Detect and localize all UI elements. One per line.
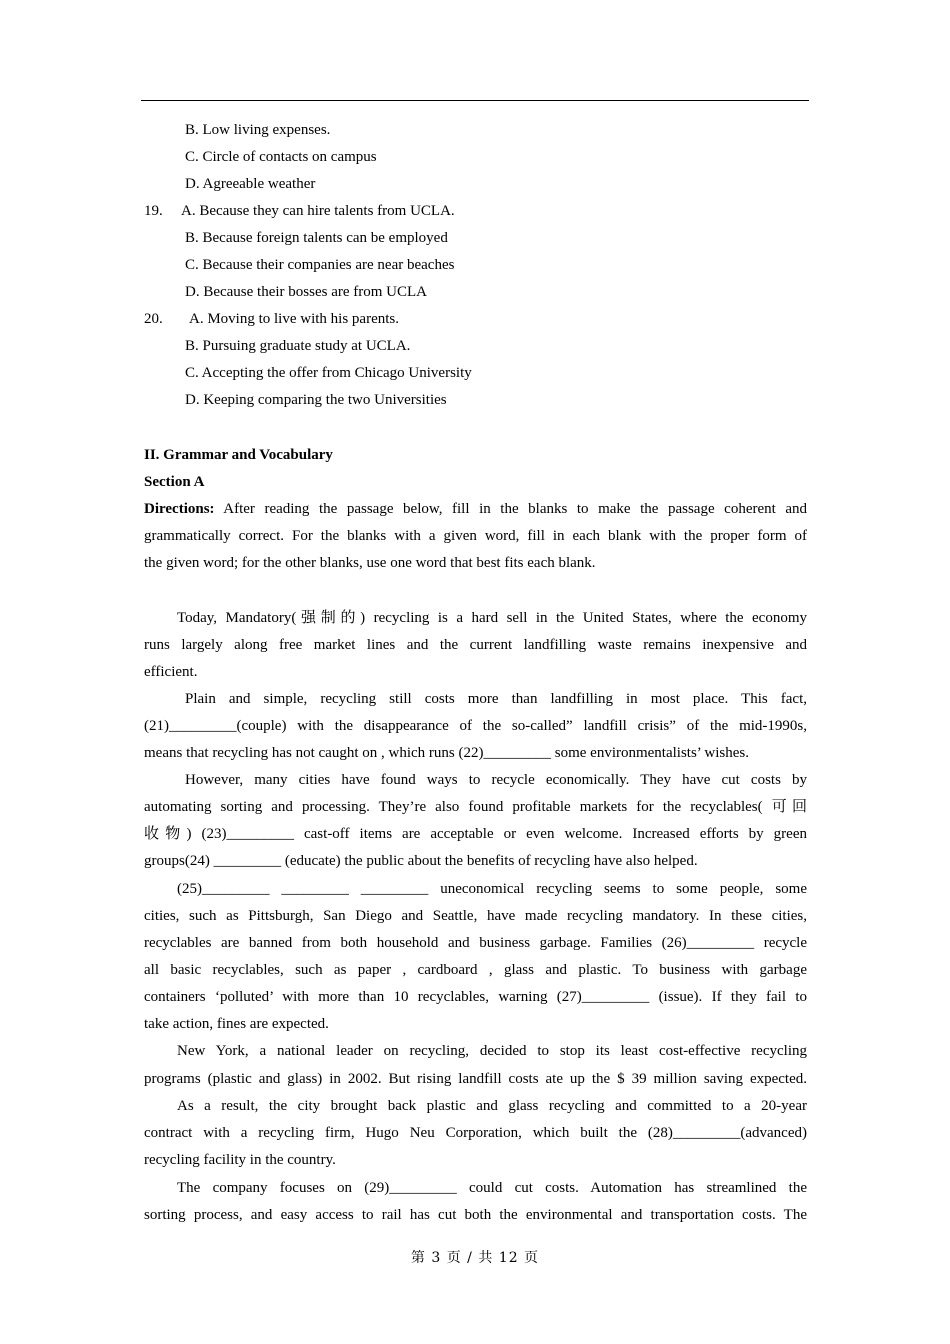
option-19-a: A. Because they can hire talents from UCLA. (181, 203, 455, 219)
option-20-b: B. Pursuing graduate study at UCLA. (185, 338, 411, 354)
section-subheading: Section A (144, 474, 205, 490)
passage-line: cities, such as Pittsburgh, San Diego and Seattle, have made recycling mandatory. In these cities, (144, 908, 807, 924)
directions-line-2: grammatically correct. For the blanks with a given word, fill in each blank with the proper form of (144, 528, 807, 544)
directions-label: Directions: (144, 501, 215, 517)
passage-line: sorting process, and easy access to rail has cut both the environmental and transportation costs. The (144, 1207, 807, 1223)
option-20-c: C. Accepting the offer from Chicago University (185, 365, 472, 381)
section-heading: II. Grammar and Vocabulary (144, 447, 333, 463)
passage-line: take action, fines are expected. (144, 1016, 329, 1032)
passage-line: contract with a recycling firm, Hugo Neu Corporation, which built the (28)_________(advanced) (144, 1125, 807, 1141)
passage-line: runs largely along free market lines and the current landfilling waste remains inexpensive and (144, 637, 807, 653)
option-18-b: B. Low living expenses. (185, 122, 331, 138)
option-19-d: D. Because their bosses are from UCLA (185, 284, 428, 300)
directions-line-3: the given word; for the other blanks, use one word that best fits each blank. (144, 555, 596, 571)
page-footer: 第 3 页 / 共 12 页 (410, 1250, 540, 1266)
passage-line: As a result, the city brought back plastic and glass recycling and committed to a 20-year (177, 1098, 807, 1114)
passage-line: all basic recyclables, such as paper , cardboard , glass and plastic. To business with garbage (144, 962, 807, 978)
passage-line: groups(24) _________ (educate) the public about the benefits of recycling have also helped. (144, 853, 698, 869)
option-18-d: D. Agreeable weather (185, 176, 316, 192)
passage-line: programs (plastic and glass) in 2002. But rising landfill costs ate up the $ 39 million saving expected. (144, 1071, 807, 1087)
passage-line: (21)_________(couple) with the disappearance of the so-called” landfill crisis” of the mid-1990s, (144, 718, 807, 734)
passage-line: containers ‘polluted’ with more than 10 recyclables, warning (27)_________ (issue). If they fail to (144, 989, 807, 1005)
passage-line: Plain and simple, recycling still costs more than landfilling in most place. This fact, (185, 691, 807, 707)
passage-line: New York, a national leader on recycling, decided to stop its least cost-effective recycling (177, 1043, 807, 1059)
option-18-c: C. Circle of contacts on campus (185, 149, 377, 165)
passage-line: efficient. (144, 664, 198, 680)
option-19-c: C. Because their companies are near beaches (185, 257, 455, 273)
passage-line: automating sorting and processing. They’re also found profitable markets for the recyclables( 可回 (144, 799, 807, 815)
passage-line: However, many cities have found ways to recycle economically. They have cut costs by (185, 772, 807, 788)
option-20-d: D. Keeping comparing the two Universities (185, 392, 447, 408)
passage-line: recyclables are banned from both household and business garbage. Families (26)_________ recycle (144, 935, 807, 951)
passage-line: 收物) (23)_________ cast-off items are acceptable or even welcome. Increased efforts by green (144, 826, 807, 842)
passage-line: The company focuses on (29)_________ could cut costs. Automation has streamlined the (177, 1180, 807, 1196)
passage-line: Today, Mandatory(强制的) recycling is a hard sell in the United States, where the economy (177, 610, 807, 626)
question-19-number: 19. (144, 203, 163, 219)
option-20-a: A. Moving to live with his parents. (189, 311, 399, 327)
directions-line-1: Directions: After reading the passage below, fill in the blanks to make the passage coherent and (144, 501, 807, 517)
passage-line: recycling facility in the country. (144, 1152, 336, 1168)
header-rule (141, 100, 809, 101)
question-20-number: 20. (144, 311, 163, 327)
option-19-b: B. Because foreign talents can be employed (185, 230, 448, 246)
passage-line: means that recycling has not caught on , which runs (22)_________ some environmentalists’ wishes. (144, 745, 750, 761)
passage-line: (25)_________ _________ _________ uneconomical recycling seems to some people, some (177, 881, 807, 897)
